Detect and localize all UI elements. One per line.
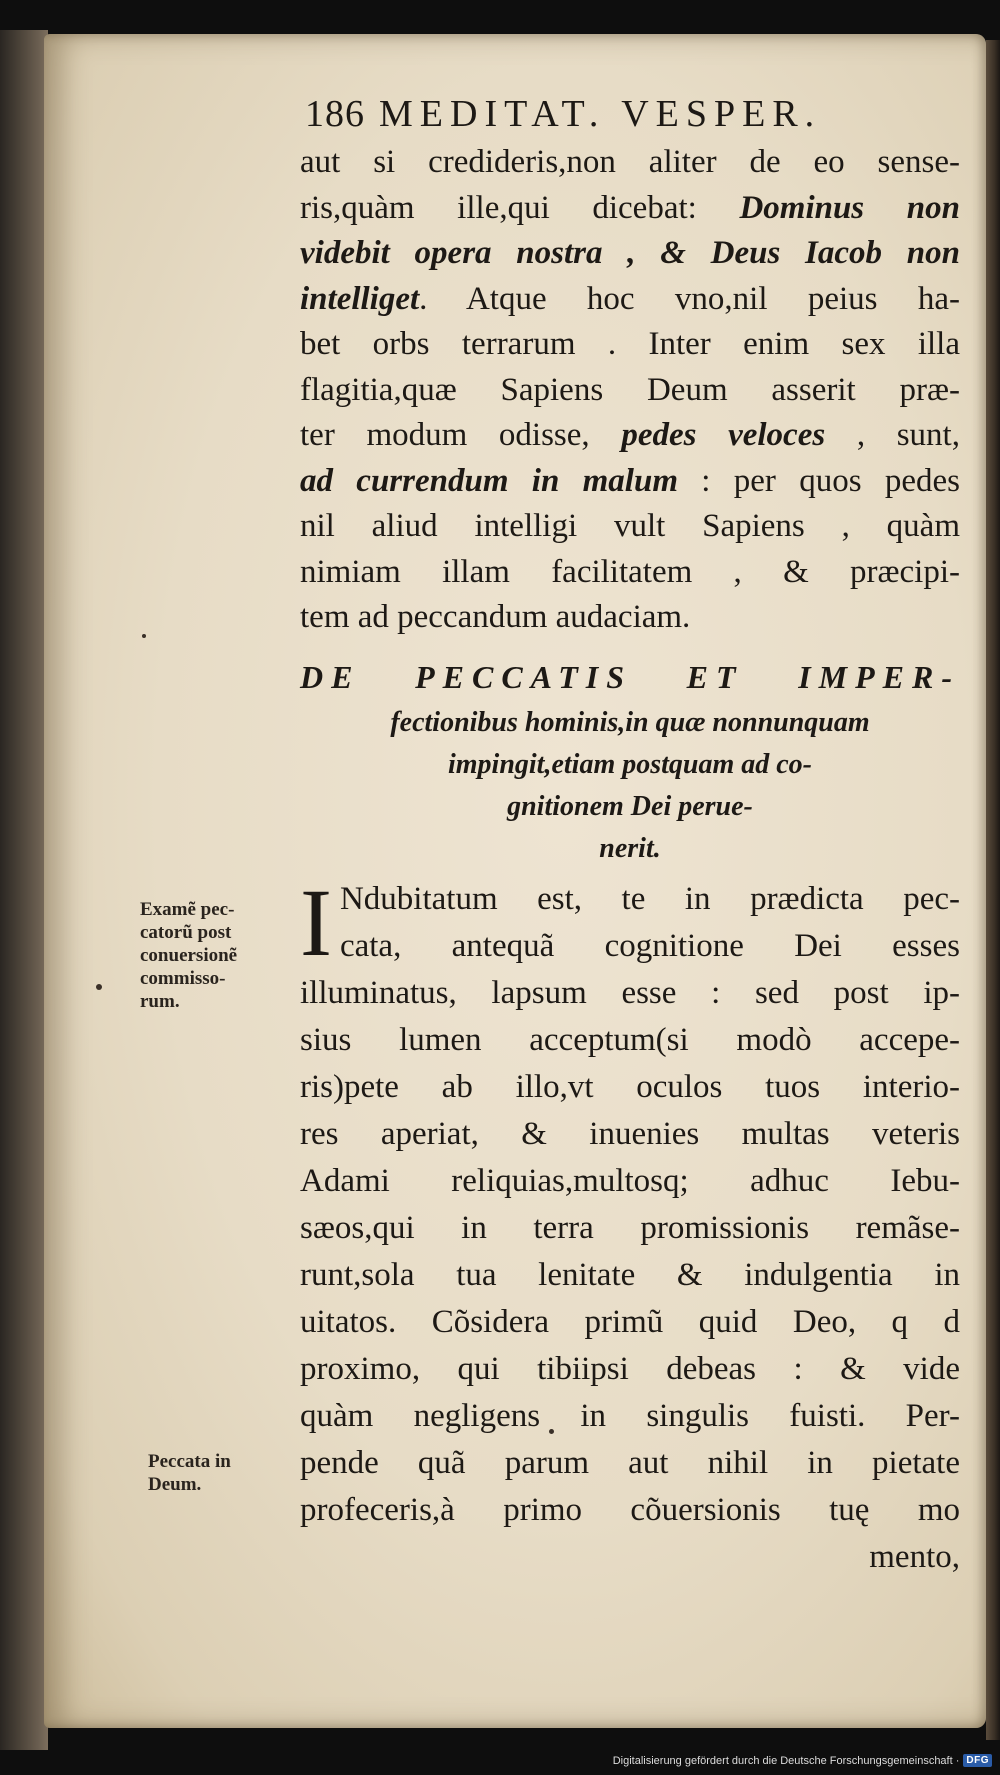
text-segment: ris,quàm ille,qui dicebat: <box>300 189 740 226</box>
text-segment: . Atque hoc vno,nil peius ha- <box>419 280 960 317</box>
text-line: illuminatus, lapsum esse : sed post ip- <box>300 975 960 1011</box>
text-line <box>300 277 960 323</box>
text-segment: flagitia,quæ Sapiens Deum asserit præ- <box>300 371 960 408</box>
digitization-credit <box>613 1754 992 1767</box>
text-line: Ndubitatum est, te in prædicta pec- <box>339 881 960 917</box>
margin-note-line: Examẽ pec- <box>140 899 235 920</box>
text-line: runt,sola tua lenitate & indulgentia in <box>300 1257 960 1293</box>
text-segment: tem ad peccandum audaciam. <box>300 599 691 635</box>
credit-text: Digitalisierung gefördert durch die Deutsche Forschungsgemeinschaft · <box>612 1754 960 1767</box>
text-line: sius lumen acceptum(si modò accepe- <box>300 1022 960 1058</box>
margin-note-line: rum. <box>140 991 180 1012</box>
margin-note-line: catorũ post <box>140 922 232 943</box>
text-line <box>300 550 960 596</box>
paragraph-2-lines <box>300 869 960 1534</box>
italic-segment: videbit opera nostra , & Deus Iacob non <box>300 235 960 271</box>
text-line <box>300 413 960 459</box>
text-line <box>300 595 960 641</box>
running-header <box>305 90 821 138</box>
paragraph-1 <box>300 140 960 641</box>
text-line: Adami reliquias,multosq; adhuc Iebu- <box>300 1163 960 1199</box>
text-line: uitatos. Cõsidera primũ quid Deo, q d <box>300 1304 960 1340</box>
section-heading <box>300 652 960 870</box>
text-line <box>300 186 960 232</box>
section-heading-line-1: DE PECCATIS ET IMPER- <box>300 659 960 695</box>
paper-speck <box>96 984 102 990</box>
margin-note-line: Peccata in <box>148 1451 231 1472</box>
italic-segment: ad currendum in malum <box>300 462 678 499</box>
text-line: sæos,qui in terra promissionis remãse- <box>300 1210 960 1246</box>
section-heading-line-5: nerit. <box>599 833 661 864</box>
text-line: proximo, qui tibiipsi debeas : & vide <box>300 1351 960 1387</box>
section-heading-line-4: gnitionem Dei perue- <box>507 791 753 822</box>
text-line <box>300 231 960 277</box>
catchword: mento, <box>869 1539 960 1575</box>
paragraph-2 <box>300 869 960 1581</box>
dfg-logo: DFG <box>963 1754 992 1767</box>
text-segment: ter modum odisse, <box>300 417 622 453</box>
section-heading-line-2: fectionibus hominis,in quæ nonnunquam <box>390 707 870 738</box>
section-heading-line-3: impingit,etiam postquam ad co- <box>447 749 812 780</box>
book-cover-edge <box>0 30 48 1750</box>
text-segment: nil aliud intelligi vult Sapiens , quàm <box>300 508 960 544</box>
running-title: MEDITAT. VESPER. <box>379 93 822 135</box>
text-line: cata, antequã cognitione Dei esses <box>339 928 960 964</box>
text-line: quàm negligens in singulis fuisti. Per- <box>300 1398 960 1434</box>
text-line <box>300 140 960 186</box>
text-line: res aperiat, & inuenies multas veteris <box>300 1116 960 1152</box>
text-line: pende quã parum aut nihil in pietate <box>300 1445 960 1481</box>
page-stack-edge <box>986 40 1000 1740</box>
margin-note-line: conuersionẽ <box>140 945 238 966</box>
margin-note-line: commisso- <box>140 968 226 989</box>
drop-cap: I <box>300 869 332 976</box>
text-segment: : per quos pedes <box>678 462 960 499</box>
margin-note-examination <box>140 898 300 1013</box>
italic-segment: Dominus non <box>739 189 960 226</box>
italic-segment: pedes veloces <box>621 417 826 453</box>
paper-speck <box>142 634 146 638</box>
margin-note-sins-against-god <box>148 1450 298 1496</box>
text-line <box>300 368 960 414</box>
text-segment: aut si credideris,non aliter de eo sense- <box>300 144 960 180</box>
text-line <box>300 459 960 505</box>
text-segment: , sunt, <box>825 417 960 453</box>
text-segment: bet orbs terrarum . Inter enim sex illa <box>300 326 960 362</box>
text-line <box>300 504 960 550</box>
text-line <box>300 322 960 368</box>
italic-segment: intelliget <box>300 280 420 317</box>
text-line: ris)pete ab illo,vt oculos tuos interio- <box>300 1069 960 1105</box>
page-number: 186 <box>305 93 365 135</box>
margin-note-line: Deum. <box>148 1474 202 1495</box>
text-line: profeceris,à primo cõuersionis tuę mo <box>300 1492 960 1528</box>
text-segment: nimiam illam facilitatem , & præcipi- <box>300 553 960 590</box>
